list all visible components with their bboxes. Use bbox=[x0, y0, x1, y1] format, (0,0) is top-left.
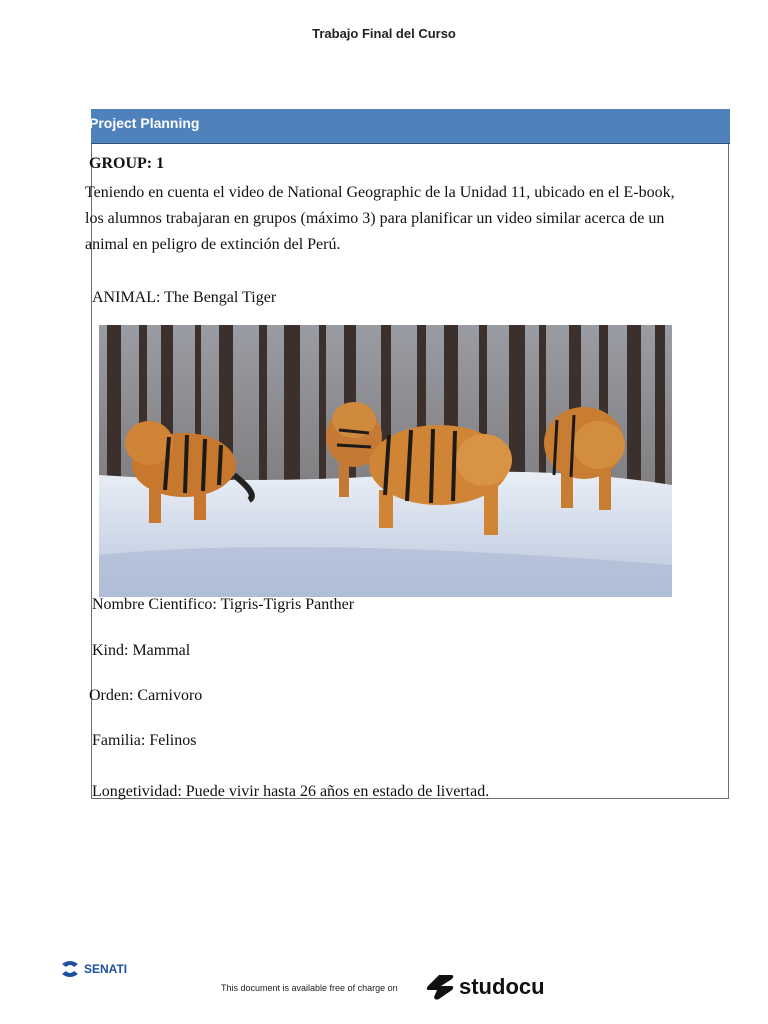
scientific-name: Nombre Cientifico: Tigris-Tigris Panther bbox=[92, 596, 355, 613]
studocu-icon bbox=[425, 972, 455, 1002]
animal-label: ANIMAL: The Bengal Tiger bbox=[92, 289, 277, 306]
tiger-photo-illustration bbox=[99, 325, 672, 597]
senati-text: SENATI bbox=[84, 962, 128, 976]
order: Orden: Carnivoro bbox=[89, 687, 203, 704]
longevity: Longetividad: Puede vivir hasta 26 años en estado de livertad. bbox=[92, 783, 490, 800]
availability-text: This document is available free of charge on bbox=[221, 983, 398, 993]
family: Familia: Felinos bbox=[92, 732, 197, 749]
section-title-bar bbox=[91, 109, 730, 144]
studocu-text: studocu bbox=[459, 974, 545, 999]
senati-icon bbox=[60, 960, 80, 978]
tiger-photo bbox=[99, 325, 672, 597]
studocu-brand[interactable] bbox=[425, 972, 545, 1002]
group-label: GROUP: 1 bbox=[89, 155, 165, 172]
intro-paragraph: Teniendo en cuenta el video de National Geographic de la Unidad 11, ubicado en el E-book, los alumnos trabajaran en grupos (máximo 3) para planificar un video similar acerca de un animal en peligro de extinción del Perú. bbox=[85, 184, 675, 253]
section-title: Project Planning bbox=[89, 115, 200, 131]
kind: Kind: Mammal bbox=[92, 642, 191, 659]
senati-logo bbox=[60, 960, 127, 978]
page-header: Trabajo Final del Curso bbox=[312, 26, 456, 41]
